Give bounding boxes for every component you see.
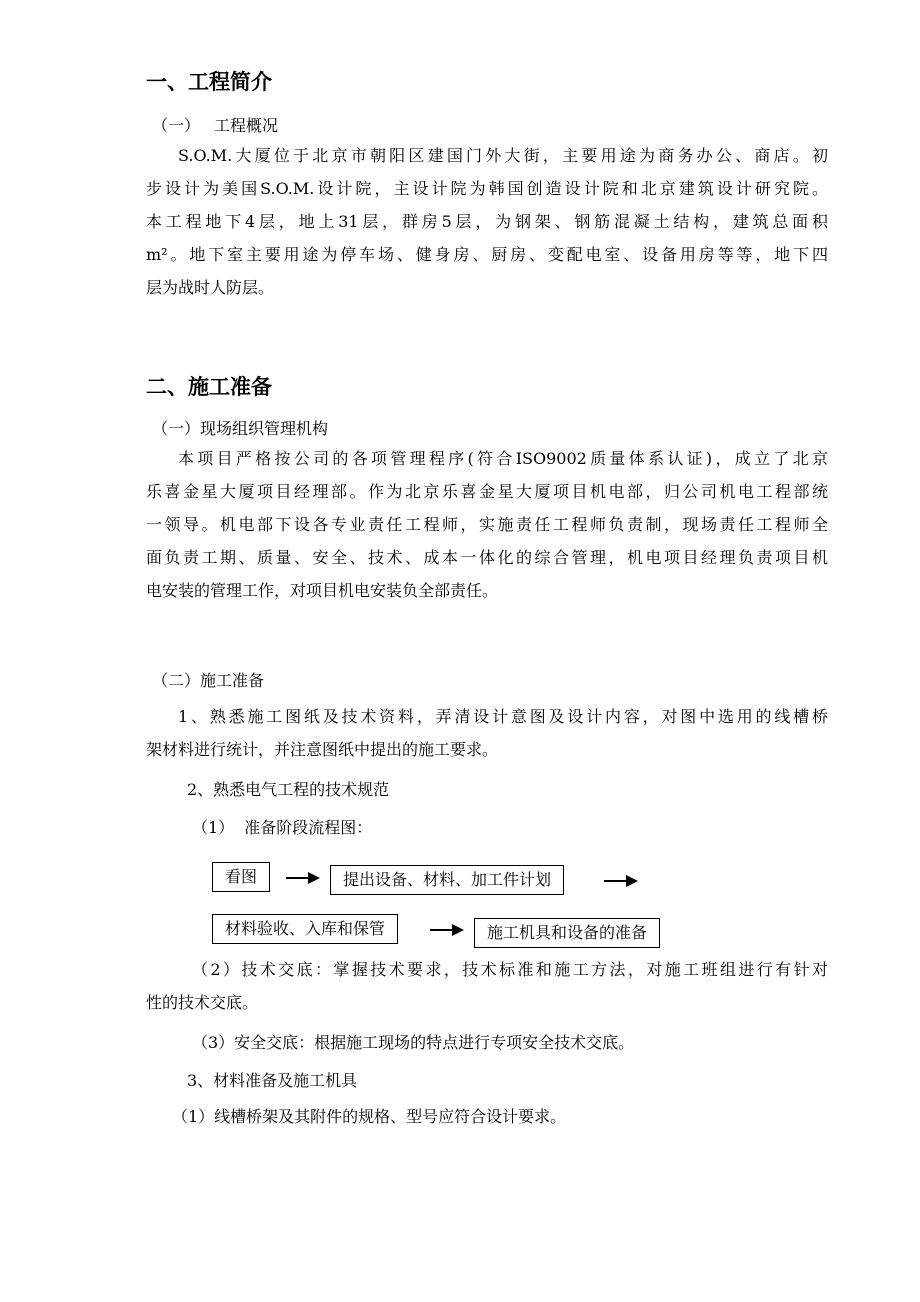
flow-arrow-icon [286,871,320,885]
item2-text: 2、熟悉电气工程的技术规范 [187,780,390,799]
flowchart-label-text: 准备阶段流程图： [244,818,373,837]
subsection-heading-site-organization: （一）现场组织管理机构 [152,419,329,438]
technical-briefing-paragraph [146,953,828,1019]
paragraph-line: 层为战时人防层。 [146,278,275,297]
item3-text: 3、材料准备及施工机具 [187,1071,358,1090]
paragraph-line: 步设计为美国S.O.M.设计院，主设计院为韩国创造设计院和北京建筑设计研究院。 [146,179,828,198]
paragraph-line: 一领导。机电部下设各专业责任工程师，实施责任工程师负责制，现场责任工程师全 [146,515,828,534]
subsection-title: 工程概况 [214,116,279,135]
paragraph-line: 本工程地下4层，地上31层，群房5层，为钢架、钢筋混凝土结构，建筑总面积 [146,212,828,231]
flow-step-read-drawings: 看图 [212,862,270,892]
section-heading-construction-prep: 二、施工准备 [146,375,272,399]
flowchart-label [192,815,372,838]
paragraph-line: 电安装的管理工作，对项目机电安装负全部责任。 [146,581,499,600]
paragraph-line: 面负责工期、质量、安全、技术、成本一体化的综合管理，机电项目经理负责项目机 [146,548,828,567]
flowchart-label-number: （1） [192,818,235,837]
paragraph-line: 架材料进行统计，并注意图纸中提出的施工要求。 [146,740,499,759]
overview-paragraph [146,139,828,304]
paragraph-line: S.O.M.大厦位于北京市朝阳区建国门外大街，主要用途为商务办公、商店。初 [178,146,828,165]
paragraph-line: 乐喜金星大厦项目经理部。作为北京乐喜金星大厦项目机电部，归公司机电工程部统 [146,482,828,501]
organization-paragraph [146,442,828,607]
item1-paragraph [146,700,828,766]
safety-briefing-text: （3）安全交底：根据施工现场的特点进行专项安全技术交底。 [192,1033,635,1052]
flow-step-tools-preparation: 施工机具和设备的准备 [474,918,660,948]
flow-arrow-icon [604,874,638,888]
paragraph-line: （2）技术交底：掌握技术要求，技术标准和施工方法，对施工班组进行有针对 [192,960,828,979]
paragraph-line: 本项目严格按公司的各项管理程序(符合ISO9002质量体系认证)，成立了北京 [178,449,828,468]
section-heading-project-intro: 一、工程简介 [146,70,272,94]
paragraph-line: m²。地下室主要用途为停车场、健身房、厨房、变配电室、设备用房等等，地下四 [146,245,828,264]
paragraph-line: 性的技术交底。 [146,993,259,1012]
flow-arrow-icon [430,923,464,937]
subsection-heading-overview [152,113,278,136]
subsection-heading-construction-prep: （二）施工准备 [152,671,265,690]
paragraph-line: 1、熟悉施工图纸及技术资料，弄清设计意图及设计内容，对图中选用的线槽桥 [178,707,828,726]
item3-1-text: （1）线槽桥架及其附件的规格、型号应符合设计要求。 [172,1107,567,1126]
flow-step-material-acceptance: 材料验收、入库和保管 [212,914,398,944]
flow-step-plan-equipment: 提出设备、材料、加工件计划 [330,865,564,895]
subsection-number: （一） [152,116,201,135]
